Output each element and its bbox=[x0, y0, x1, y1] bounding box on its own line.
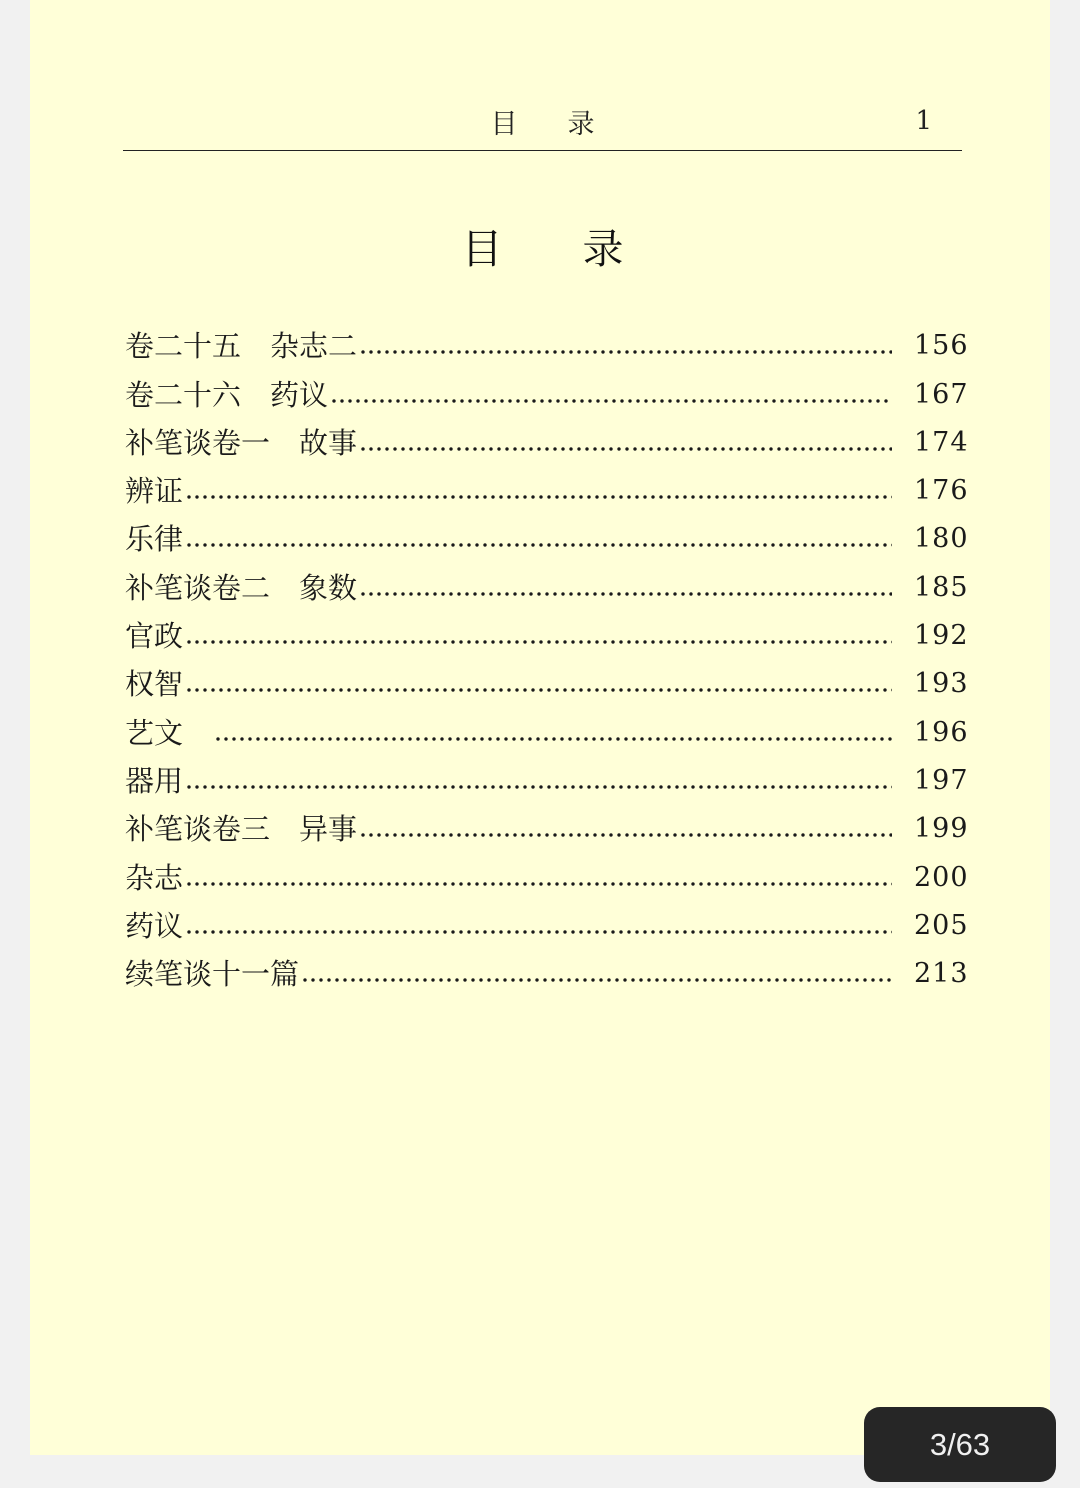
toc-leader-dots bbox=[185, 688, 892, 692]
toc-entry-label: 权智 bbox=[125, 667, 184, 702]
toc-entry-page: 200 bbox=[914, 861, 969, 893]
toc-entry[interactable] bbox=[125, 946, 969, 994]
toc-leader-dots bbox=[185, 495, 892, 499]
toc-leader-dots bbox=[185, 640, 892, 644]
toc-entry-page: 156 bbox=[914, 330, 969, 362]
toc-entry-label: 补笔谈卷一 故事 bbox=[125, 425, 358, 460]
toc-entry-label: 杂志 bbox=[125, 860, 184, 895]
toc-entry-label: 卷二十六 药议 bbox=[125, 377, 329, 412]
toc-entry[interactable] bbox=[125, 608, 969, 656]
toc-entry-label: 器用 bbox=[125, 763, 184, 798]
toc-entry[interactable] bbox=[125, 559, 969, 607]
toc-entry-page: 180 bbox=[914, 523, 969, 555]
toc-entry[interactable] bbox=[125, 463, 969, 511]
toc-leader-dots bbox=[185, 882, 892, 886]
toc-entry-label: 官政 bbox=[125, 619, 184, 654]
toc-entry-page: 213 bbox=[914, 958, 969, 990]
toc-leader-dots bbox=[359, 833, 892, 837]
toc-entry-page: 199 bbox=[914, 813, 969, 845]
toc-entry-label: 乐律 bbox=[125, 522, 184, 557]
toc-entry[interactable] bbox=[125, 366, 969, 414]
toc-entry[interactable] bbox=[125, 656, 969, 704]
toc-entry-label: 卷二十五 杂志二 bbox=[125, 329, 358, 364]
toc-entry-page: 196 bbox=[914, 716, 969, 748]
toc-title: 目录 bbox=[461, 225, 704, 273]
toc-leader-dots bbox=[214, 737, 892, 741]
toc-entry-page: 174 bbox=[914, 426, 969, 458]
toc-entry[interactable] bbox=[125, 801, 969, 849]
document-page bbox=[30, 0, 1050, 1455]
toc-entry-label: 续笔谈十一篇 bbox=[125, 957, 300, 992]
toc-entry-label: 艺文 bbox=[125, 715, 213, 750]
toc-entry[interactable] bbox=[125, 753, 969, 801]
toc-entry[interactable] bbox=[125, 849, 969, 897]
toc-entry[interactable] bbox=[125, 704, 969, 752]
table-of-contents bbox=[125, 318, 969, 994]
toc-entry-label: 药议 bbox=[125, 908, 184, 943]
toc-entry-page: 193 bbox=[914, 668, 969, 700]
toc-leader-dots bbox=[301, 978, 892, 982]
toc-entry[interactable] bbox=[125, 318, 969, 366]
running-header bbox=[123, 100, 962, 151]
toc-leader-dots bbox=[185, 930, 892, 934]
toc-leader-dots bbox=[185, 785, 892, 789]
toc-entry-label: 补笔谈卷二 象数 bbox=[125, 570, 358, 605]
toc-entry-page: 197 bbox=[914, 764, 969, 796]
toc-entry[interactable] bbox=[125, 898, 969, 946]
toc-leader-dots bbox=[359, 447, 892, 451]
toc-leader-dots bbox=[359, 350, 892, 354]
toc-entry-page: 167 bbox=[914, 378, 969, 410]
running-header-title: 目录 bbox=[490, 109, 645, 140]
toc-leader-dots bbox=[185, 543, 892, 547]
toc-entry[interactable] bbox=[125, 415, 969, 463]
toc-entry-page: 185 bbox=[914, 571, 969, 603]
toc-entry[interactable] bbox=[125, 511, 969, 559]
toc-leader-dots bbox=[359, 592, 892, 596]
toc-entry-page: 192 bbox=[914, 620, 969, 652]
toc-leader-dots bbox=[330, 399, 892, 403]
toc-entry-label: 辨证 bbox=[125, 474, 184, 509]
toc-entry-page: 176 bbox=[914, 475, 969, 507]
toc-entry-page: 205 bbox=[914, 909, 969, 941]
page-indicator: 3/63 bbox=[864, 1407, 1056, 1482]
toc-entry-label: 补笔谈卷三 异事 bbox=[125, 812, 358, 847]
running-header-page-number: 1 bbox=[915, 106, 932, 136]
